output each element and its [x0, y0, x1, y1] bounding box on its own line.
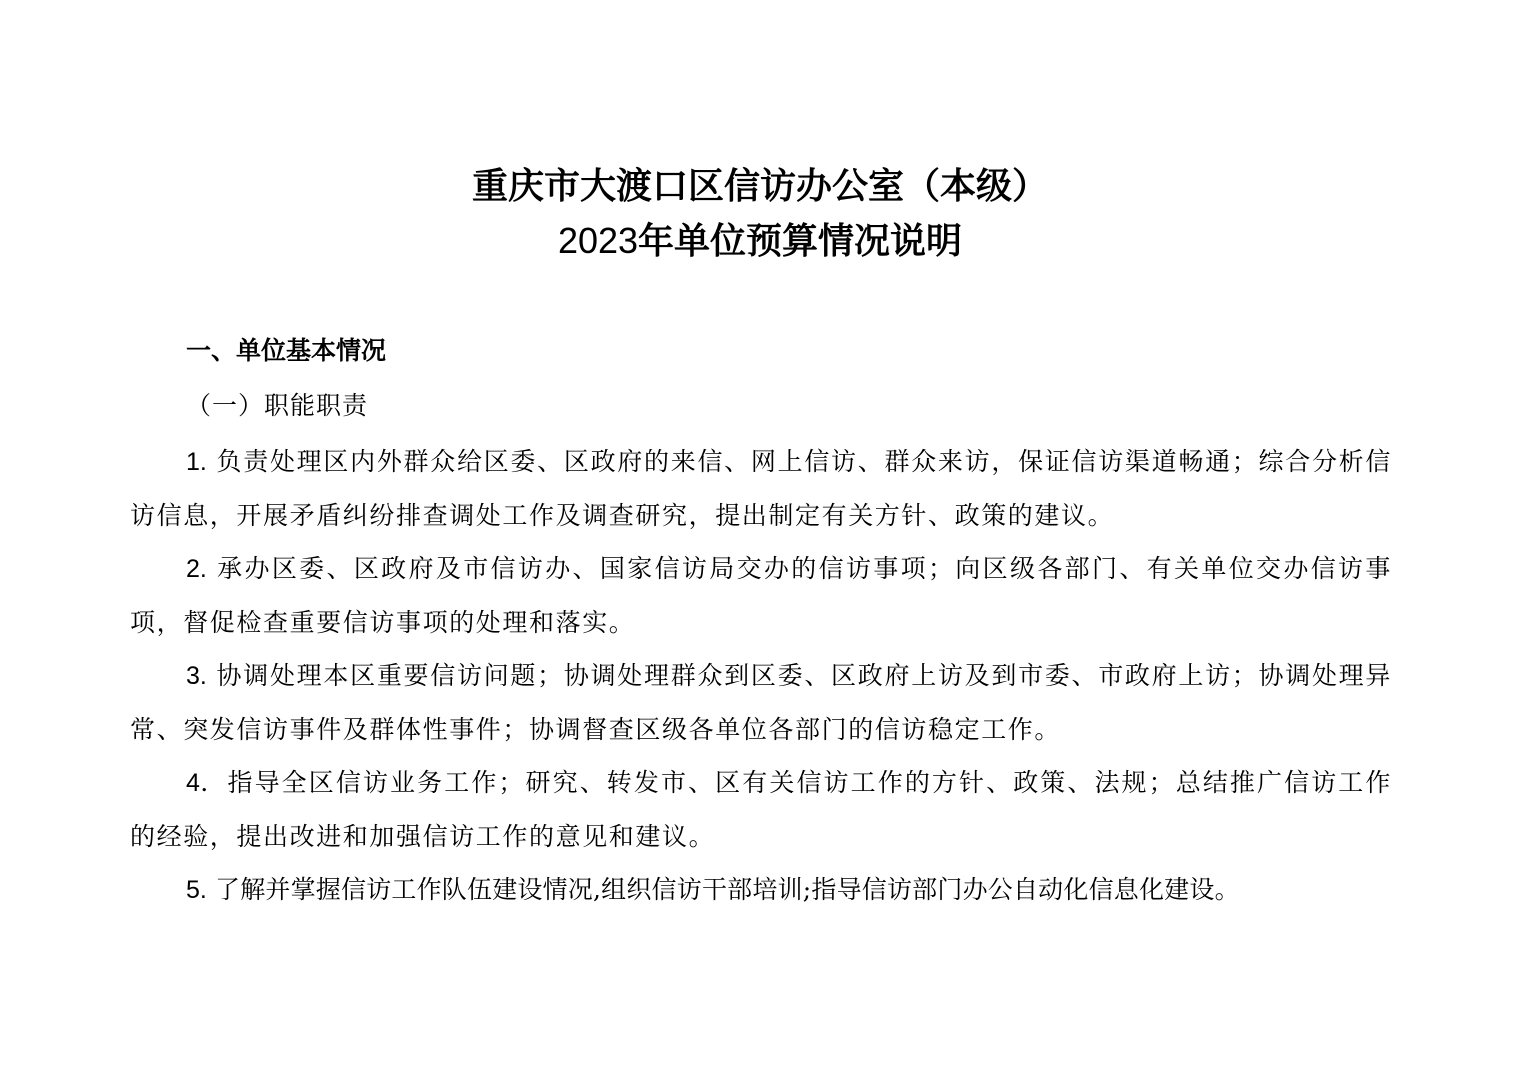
duty-item-text: 负责处理区内外群众给区委、区政府的来信、网上信访、群众来访，保证信访渠道畅通；综合分析信访信息，开展矛盾纠纷排查调处工作及调查研究，提出制定有关方针、政策的建议。: [130, 447, 1392, 530]
duty-item-1: [130, 435, 1392, 542]
document-title-line2: [0, 219, 1520, 263]
duty-item-text: 了解并掌握信访工作队伍建设情况,组织信访干部培训;指导信访部门办公自动化信息化建设。: [206, 875, 1240, 904]
title-year: 2023: [557, 220, 639, 261]
section-heading-basic-info: 一、单位基本情况: [186, 336, 387, 365]
subsection-heading-duties: （一）职能职责: [186, 391, 369, 420]
duty-item-number: 1.: [186, 448, 207, 476]
title-rest: 年单位预算情况说明: [638, 220, 963, 262]
duty-item-number: 2.: [186, 555, 207, 583]
duty-item-text: 承办区委、区政府及市信访办、国家信访局交办的信访事项；向区级各部门、有关单位交办信访事项，督促检查重要信访事项的处理和落实。: [130, 554, 1392, 637]
duty-item-4: [130, 756, 1392, 863]
duty-item-5: [130, 863, 1392, 917]
duty-item-text: ．指导全区信访业务工作；研究、转发市、区有关信访工作的方针、政策、法规；总结推广信访工作的经验，提出改进和加强信访工作的意见和建议。: [130, 768, 1392, 851]
duty-item-number: 5.: [186, 876, 207, 904]
document-title-line1: 重庆市大渡口区信访办公室（本级）: [471, 165, 1048, 207]
duty-item-text: 协调处理本区重要信访问题；协调处理群众到区委、区政府上访及到市委、市政府上访；协调处理异常、突发信访事件及群体性事件；协调督查区级各单位各部门的信访稳定工作。: [130, 661, 1392, 744]
duty-item-2: [130, 542, 1392, 649]
duty-item-number: 3.: [186, 662, 207, 690]
duty-item-number: 4: [186, 769, 200, 797]
duty-item-3: [130, 649, 1392, 756]
